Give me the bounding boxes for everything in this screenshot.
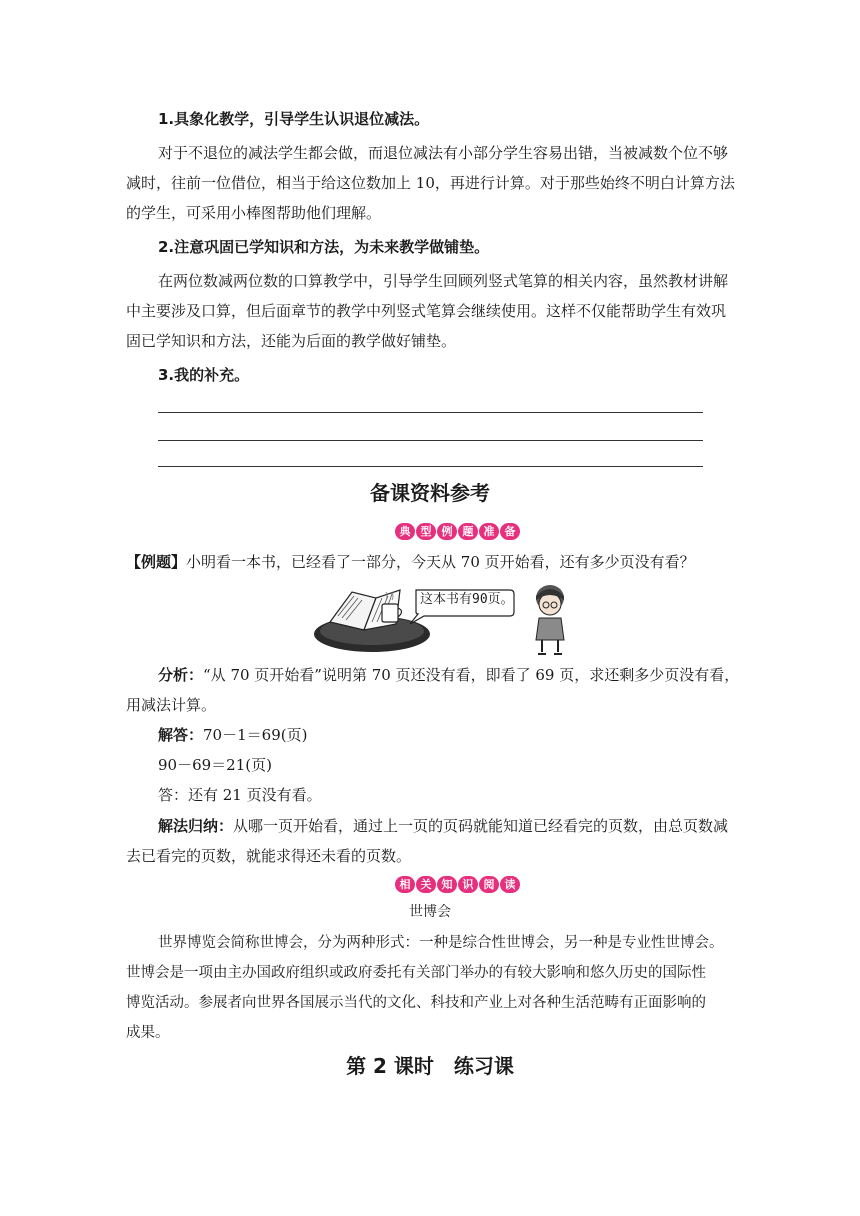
badge-typical-examples <box>395 523 520 540</box>
section-1-heading: 1.具象化教学，引导学生认识退位减法。 <box>158 110 430 128</box>
badge-char: 关 <box>416 876 436 893</box>
expo-line-3: 博览活动。参展者向世界各国展示当代的文化、科技和产业上对各种生活范畴有正面影响的 <box>126 995 706 1011</box>
section-2-line-3: 固已学知识和方法，还能为后面的教学做好铺垫。 <box>126 332 457 350</box>
answer-label: 解答： <box>158 726 204 744</box>
section-1-line-1: 对于不退位的减法学生都会做，而退位减法有小部分学生容易出错，当被减数个位不够 <box>158 144 729 162</box>
expo-line-4: 成果。 <box>126 1025 170 1041</box>
blank-line-1 <box>158 412 703 413</box>
reference-title: 备课资料参考 <box>370 481 490 505</box>
badge-char: 例 <box>437 523 457 540</box>
child-icon <box>536 585 564 654</box>
answer-line-3: 答：还有 21 页没有看。 <box>158 786 322 804</box>
badge-char: 典 <box>395 523 415 540</box>
expo-line-1: 世界博览会简称世博会，分为两种形式：一种是综合性世博会，另一种是专业性世博会。 <box>158 935 724 951</box>
badge-char: 准 <box>479 523 499 540</box>
badge-char: 型 <box>416 523 436 540</box>
section-2-line-1: 在两位数减两位数的口算教学中，引导学生回顾列竖式笔算的相关内容，虽然教材讲解 <box>158 272 729 290</box>
badge-char: 阅 <box>479 876 499 893</box>
analysis-line-1 <box>158 660 739 690</box>
method-label: 解法归纳： <box>158 817 234 835</box>
section-2-line-2: 中主要涉及口算，但后面章节的教学中列竖式笔算会继续使用。这样不仅能帮助学生有效巩 <box>126 302 727 320</box>
badge-char: 题 <box>458 523 478 540</box>
analysis-label: 分析： <box>158 666 204 684</box>
example-label: 【例题】 <box>126 553 187 571</box>
expo-line-2: 世博会是一项由主办国政府组织或政府委托有关部门举办的有较大影响和悠久历史的国际性 <box>126 965 706 981</box>
section-2-heading: 2.注意巩固已学知识和方法，为未来教学做铺垫。 <box>158 238 490 256</box>
book-illustration <box>312 578 582 658</box>
answer-line-2: 90－69＝21(页) <box>158 756 272 774</box>
example-text: 小明看一本书，已经看了一部分，今天从 70 页开始看，还有多少页没有看？ <box>186 553 695 571</box>
badge-char: 识 <box>458 876 478 893</box>
section-3-heading: 3.我的补充。 <box>158 366 250 384</box>
blank-line-2 <box>158 440 703 441</box>
badge-char: 备 <box>500 523 520 540</box>
badge-char: 知 <box>437 876 457 893</box>
badge-char: 读 <box>500 876 520 893</box>
expo-title: 世博会 <box>409 904 451 920</box>
section-1-line-2: 减时，往前一位借位，相当于给这位数加上 10，再进行计算。对于那些始终不明白计算方法 <box>126 174 735 192</box>
blank-line-3 <box>158 466 703 467</box>
analysis-line-2: 用减法计算。 <box>126 696 217 714</box>
badge-related-reading <box>395 876 520 893</box>
lesson-title: 第 2 课时 练习课 <box>346 1054 514 1078</box>
method-line-2: 去已看完的页数，就能求得还未看的页数。 <box>126 847 412 865</box>
method-text: 从哪一页开始看，通过上一页的页码就能知道已经看完的页数，由总页数减 <box>233 817 729 835</box>
analysis-text: “从 70 页开始看”说明第 70 页还没有看，即看了 69 页，求还剩多少页没有看， <box>203 666 740 684</box>
speech-text: 这本书有90页。 <box>420 592 514 607</box>
example-line <box>126 547 695 577</box>
answer-text: 70－1＝69(页) <box>203 726 308 744</box>
method-line-1 <box>158 811 728 841</box>
answer-line-1 <box>158 720 307 750</box>
badge-char: 相 <box>395 876 415 893</box>
section-1-line-3: 的学生，可采用小棒图帮助他们理解。 <box>126 204 382 222</box>
